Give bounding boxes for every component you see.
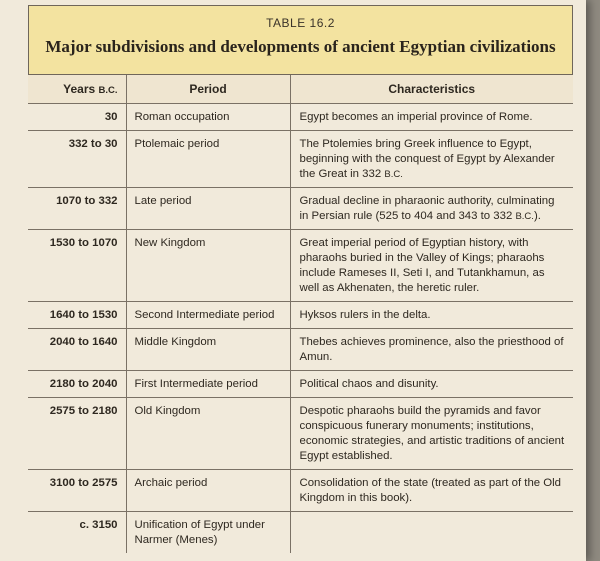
column-header-row [28, 75, 573, 104]
row-characteristics: Hyksos rulers in the delta. [290, 302, 573, 329]
row-period: New Kingdom [126, 230, 290, 302]
row-characteristics: Egypt becomes an imperial province of Rome. [290, 104, 573, 131]
table-number: TABLE 16.2 [266, 16, 335, 30]
row-characteristics: Great imperial period of Egyptian history, with pharaohs buried in the Valley of Kings; pharaohs include Rameses II, Seti I, and Tutankhamun, as well as Akhenaten, the heretic ruler. [290, 230, 573, 302]
data-table [28, 75, 573, 553]
table-row [28, 230, 573, 302]
table-row [28, 104, 573, 131]
row-period: Middle Kingdom [126, 329, 290, 371]
row-years: 332 to 30 [28, 131, 126, 188]
table-row [28, 371, 573, 398]
row-years: 2180 to 2040 [28, 371, 126, 398]
column-header-period: Period [126, 75, 290, 104]
row-years: 2040 to 1640 [28, 329, 126, 371]
row-years: 3100 to 2575 [28, 470, 126, 512]
table-header [28, 5, 573, 75]
row-period: Late period [126, 188, 290, 230]
row-characteristics: Gradual decline in pharaonic authority, culminating in Persian rule (525 to 404 and 343 to 332 B.C.). [290, 188, 573, 230]
table-row [28, 329, 573, 371]
column-header-years: Years B.C. [28, 75, 126, 104]
row-period: Ptolemaic period [126, 131, 290, 188]
row-characteristics [290, 512, 573, 554]
row-characteristics: Consolidation of the state (treated as part of the Old Kingdom in this book). [290, 470, 573, 512]
row-period: Old Kingdom [126, 398, 290, 470]
table-row [28, 470, 573, 512]
row-years: 1530 to 1070 [28, 230, 126, 302]
table-row [28, 398, 573, 470]
row-years: 2575 to 2180 [28, 398, 126, 470]
row-period: Unification of Egypt under Narmer (Menes) [126, 512, 290, 554]
table-row [28, 188, 573, 230]
row-characteristics: Political chaos and disunity. [290, 371, 573, 398]
row-period: First Intermediate period [126, 371, 290, 398]
row-years: 1070 to 332 [28, 188, 126, 230]
row-period: Roman occupation [126, 104, 290, 131]
row-characteristics: The Ptolemies bring Greek influence to Egypt, beginning with the conquest of Egypt by Alexander the Great in 332 B.C. [290, 131, 573, 188]
table-row [28, 302, 573, 329]
row-years: 30 [28, 104, 126, 131]
table-title: Major subdivisions and developments of ancient Egyptian civilizations [45, 37, 556, 56]
row-years: c. 3150 [79, 519, 118, 531]
column-header-characteristics: Characteristics [290, 75, 573, 104]
row-characteristics: Despotic pharaohs build the pyramids and favor conspicuous funerary monuments; institutions, economic strategies, and artistic traditions of ancient Egypt established. [290, 398, 573, 470]
row-period: Archaic period [126, 470, 290, 512]
row-characteristics: Thebes achieves prominence, also the priesthood of Amun. [290, 329, 573, 371]
row-years: 1640 to 1530 [28, 302, 126, 329]
row-period: Second Intermediate period [126, 302, 290, 329]
table-row [28, 512, 573, 554]
table-row [28, 131, 573, 188]
